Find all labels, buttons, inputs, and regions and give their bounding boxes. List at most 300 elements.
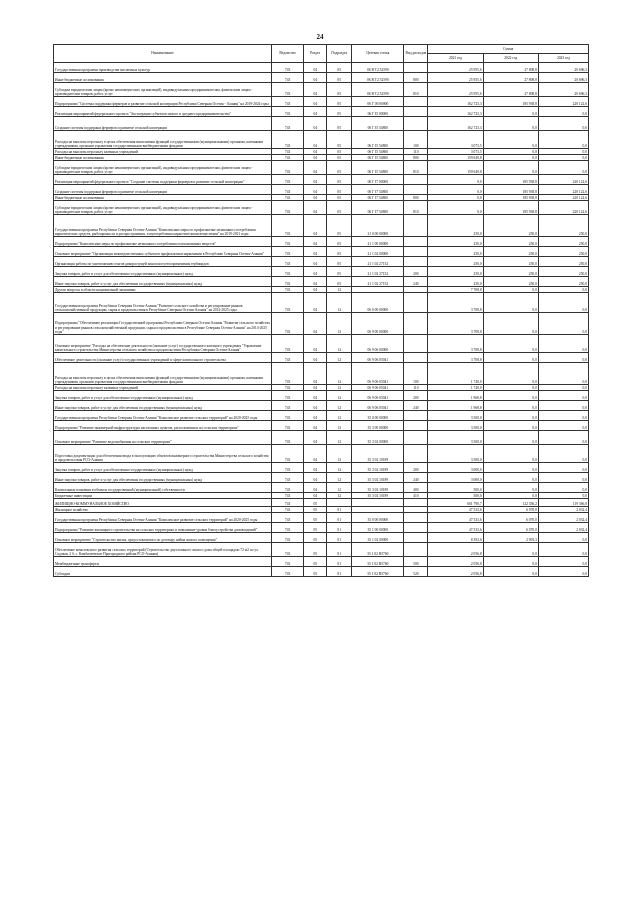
table-row	[54, 401, 589, 411]
row-vedomstvo: 743	[271, 83, 303, 97]
row-target: 21 0 00 00000	[352, 215, 404, 237]
row-sum-2021: 3 073,5	[428, 149, 483, 155]
row-vedomstvo: 743	[271, 335, 303, 353]
row-razdel: 04	[304, 237, 327, 247]
row-name: Государственная программа производства масличных культур	[54, 63, 272, 73]
row-expense-type	[404, 411, 428, 421]
row-sum-2022: 250,0	[483, 237, 538, 247]
row-podrazdel: 05	[327, 195, 352, 201]
row-target: 06 9 06 00000	[352, 335, 404, 353]
row-name: Субсидии юридическим лицам (кроме некоммерческих организаций), индивидуальным предпринимателям, физическим лицам - производителям товаров, работ, услуг	[54, 201, 272, 215]
row-razdel: 05	[304, 533, 327, 543]
row-razdel: 05	[304, 499, 327, 507]
row-name: Подпрограмма "Комплексные меры по профилактике незаконного потребления психоактивных веществ"	[54, 237, 272, 247]
row-sum-2022: 0,0	[483, 313, 538, 335]
row-sum-2023: 0,0	[538, 557, 588, 567]
row-sum-2023: 220 122,6	[538, 201, 588, 215]
row-target: 35 3 02 00000	[352, 431, 404, 445]
row-razdel: 04	[304, 401, 327, 411]
row-sum-2021: 47 533,6	[428, 513, 483, 523]
row-sum-2022: 0,0	[483, 117, 538, 131]
row-target: 06 Г I5 00000	[352, 107, 404, 117]
row-name: Закупка товаров, работ и услуг для обеспечения государственных (муниципальных) нужд	[54, 463, 272, 473]
row-vedomstvo: 743	[271, 463, 303, 473]
table-row	[54, 73, 589, 83]
row-razdel: 04	[304, 267, 327, 277]
row-sum-2022: 0,0	[483, 543, 538, 557]
row-target: 35 3 00 00000	[352, 421, 404, 431]
row-vedomstvo: 743	[271, 215, 303, 237]
row-name: Субсидии	[54, 567, 272, 577]
row-podrazdel: 01	[327, 533, 352, 543]
row-target: 06 Г 00 00000	[352, 97, 404, 107]
row-sum-2022: 0,0	[483, 473, 538, 483]
row-razdel: 04	[304, 155, 327, 161]
row-expense-type: 100	[404, 363, 428, 385]
row-name: Закупка товаров, работ и услуг для обеспечения государственных (муниципальных) нужд	[54, 391, 272, 401]
row-sum-2021: 3 708,8	[428, 313, 483, 335]
row-sum-2023: 220 122,6	[538, 97, 588, 107]
row-podrazdel: 12	[327, 473, 352, 483]
row-razdel: 04	[304, 363, 327, 385]
row-sum-2021: 3 500,0	[428, 421, 483, 431]
header-target: Целевая статья	[352, 45, 404, 63]
row-vedomstvo: 743	[271, 431, 303, 445]
row-sum-2023: 0,0	[538, 533, 588, 543]
row-expense-type: 400	[404, 483, 428, 493]
row-sum-2023: 250,0	[538, 267, 588, 277]
row-target: 06 Г I7 54800	[352, 185, 404, 195]
row-razdel: 04	[304, 431, 327, 445]
table-row	[54, 483, 589, 493]
row-name: Подпрограмма "Развитие жилищного строительства на сельских территориях и повышение уровня благоустройства домовладений"	[54, 523, 272, 533]
row-razdel: 04	[304, 287, 327, 293]
row-vedomstvo: 743	[271, 385, 303, 391]
row-razdel: 04	[304, 73, 327, 83]
table-row	[54, 215, 589, 237]
row-target	[352, 499, 404, 507]
row-name: Организация работы по уничтожению очагов дикорастущей конопли путем применения гербицидов	[54, 257, 272, 267]
row-vedomstvo: 743	[271, 237, 303, 247]
row-vedomstvo: 743	[271, 523, 303, 533]
row-podrazdel: 12	[327, 411, 352, 421]
row-sum-2023: 220 122,6	[538, 175, 588, 185]
row-target: 06 Г I5 54800	[352, 131, 404, 149]
table-row	[54, 363, 589, 385]
row-sum-2022: 0,0	[483, 287, 538, 293]
row-sum-2022: 185 938,8	[483, 195, 538, 201]
row-sum-2023: 0,0	[538, 363, 588, 385]
row-sum-2022: 27 808,8	[483, 73, 538, 83]
table-row	[54, 175, 589, 185]
table-row	[54, 247, 589, 257]
row-vedomstvo: 743	[271, 161, 303, 175]
table-row	[54, 313, 589, 335]
row-sum-2022: 27 808,8	[483, 83, 538, 97]
row-target: 35 0 00 00000	[352, 513, 404, 523]
table-row	[54, 499, 589, 507]
row-sum-2021: 25 955,6	[428, 83, 483, 97]
row-sum-2021: 3 000,0	[428, 473, 483, 483]
row-name: Обеспечение комплексного развития сельских территорий (Строительство двухэтажного жилого дома общей площадью 72 м2 по ул. Садовая, 2 б, с. Камбилеевское Пригородного района РСО-Алания)	[54, 543, 272, 557]
table-row	[54, 473, 589, 483]
row-podrazdel: 05	[327, 175, 352, 185]
row-expense-type	[404, 445, 428, 463]
row-sum-2022: 0,0	[483, 445, 538, 463]
row-sum-2023: 0,0	[538, 431, 588, 445]
row-sum-2023: 0,0	[538, 293, 588, 313]
header-year-2021: 2021 год	[428, 54, 483, 63]
row-sum-2022: 0,0	[483, 385, 538, 391]
table-row	[54, 533, 589, 543]
row-expense-type: 240	[404, 277, 428, 287]
row-sum-2021: 162 723,3	[428, 117, 483, 131]
row-podrazdel: 01	[327, 507, 352, 513]
row-target: 35 3 02 10189	[352, 445, 404, 463]
row-razdel: 04	[304, 445, 327, 463]
row-target: 06 9 00 00000	[352, 313, 404, 335]
row-expense-type: 520	[404, 567, 428, 577]
row-vedomstvo: 743	[271, 401, 303, 411]
row-name: Иные закупки товаров, работ и услуг для обеспечения государственных (муниципальных) нужд	[54, 277, 272, 287]
row-sum-2023: 0,0	[538, 567, 588, 577]
row-expense-type	[404, 431, 428, 445]
row-sum-2022: 0,0	[483, 391, 538, 401]
row-sum-2021: 3 708,8	[428, 353, 483, 363]
row-razdel: 04	[304, 175, 327, 185]
row-sum-2021: 1 968,8	[428, 391, 483, 401]
row-podrazdel: 01	[327, 567, 352, 577]
row-razdel: 04	[304, 195, 327, 201]
row-podrazdel: 12	[327, 287, 352, 293]
row-podrazdel: 05	[327, 83, 352, 97]
row-razdel: 04	[304, 247, 327, 257]
row-sum-2022: 0,0	[483, 493, 538, 499]
table-row	[54, 267, 589, 277]
row-razdel: 04	[304, 185, 327, 195]
row-expense-type: 100	[404, 131, 428, 149]
row-sum-2022: 0,0	[483, 353, 538, 363]
row-name: Расходы на выплаты персоналу казенных учреждений	[54, 149, 272, 155]
row-sum-2022: 250,0	[483, 277, 538, 287]
row-expense-type	[404, 499, 428, 507]
row-name: Реализация мероприятий федерального проекта "Акселерация субъектов малого и среднего предпринимательства"	[54, 107, 272, 117]
row-sum-2022: 0,0	[483, 463, 538, 473]
row-podrazdel: 12	[327, 401, 352, 411]
row-razdel: 04	[304, 473, 327, 483]
row-sum-2022: 2 903,3	[483, 533, 538, 543]
row-name: ЖИЛИЩНО-КОММУНАЛЬНОЕ ХОЗЯЙСТВО	[54, 499, 272, 507]
row-vedomstvo: 743	[271, 277, 303, 287]
row-sum-2023: 0,0	[538, 385, 588, 391]
row-podrazdel: 05	[327, 247, 352, 257]
row-vedomstvo: 743	[271, 499, 303, 507]
row-sum-2021: 25 955,6	[428, 73, 483, 83]
row-razdel: 05	[304, 523, 327, 533]
row-expense-type	[404, 293, 428, 313]
row-sum-2021: 159 649,8	[428, 155, 483, 161]
row-podrazdel: 05	[327, 201, 352, 215]
row-name: Бюджетные инвестиции	[54, 493, 272, 499]
table-row	[54, 421, 589, 431]
row-sum-2023: 2 032,4	[538, 507, 588, 513]
row-sum-2021: 25 955,6	[428, 63, 483, 73]
row-name: Государственная программа Республики Северная Осетия-Алания "Развитие сельского хозяйства и регулирование рынков сельскохозяйственной продукции, сырья и продовольствия в Республике Северная Осетия-Алания" на 2014-2025 годы	[54, 293, 272, 313]
row-name: Подготовка документации для обеспечения ввода в эксплуатацию объектов инженерного строительства Министерства сельского хозяйства и продовольствия РСО-Алания	[54, 445, 272, 463]
row-expense-type: 800	[404, 73, 428, 83]
row-expense-type	[404, 237, 428, 247]
row-name: Субсидии юридическим лицам (кроме некоммерческих организаций), индивидуальным предпринимателям, физическим лицам - производителям товаров, работ, услуг	[54, 83, 272, 97]
row-name: Государственная программа Республики Северная Осетия-Алания "Комплексное развитие сельских территорий" на 2020-2025 годы	[54, 513, 272, 523]
table-row	[54, 523, 589, 533]
row-expense-type	[404, 523, 428, 533]
row-razdel: 04	[304, 117, 327, 131]
table-row	[54, 117, 589, 131]
row-name: Подпрограмма "Системы поддержки фермеров и развитие сельской кооперации Республики Северная Осетия - Алания" на 2019-2024 годы	[54, 97, 272, 107]
row-sum-2022: 0,0	[483, 155, 538, 161]
row-sum-2022: 250,0	[483, 247, 538, 257]
row-sum-2022: 0,0	[483, 149, 538, 155]
header-podrazdel: Подраздел	[327, 45, 352, 63]
row-sum-2021: 250,0	[428, 277, 483, 287]
row-name: Расходы на выплаты персоналу казенных учреждений	[54, 385, 272, 391]
row-expense-type	[404, 513, 428, 523]
row-vedomstvo: 743	[271, 313, 303, 335]
row-podrazdel: 05	[327, 97, 352, 107]
row-target: 06 В Т2 52590	[352, 73, 404, 83]
row-expense-type	[404, 175, 428, 185]
row-name: Иные закупки товаров, работ и услуг для обеспечения государственных (муниципальных) нужд	[54, 401, 272, 411]
row-sum-2021: 0,0	[428, 201, 483, 215]
page-number: 24	[316, 33, 324, 41]
row-expense-type: 810	[404, 201, 428, 215]
row-vedomstvo: 743	[271, 507, 303, 513]
row-sum-2022: 6 070,0	[483, 523, 538, 533]
row-vedomstvo: 743	[271, 267, 303, 277]
row-target: 06 9 06 05041	[352, 353, 404, 363]
row-podrazdel: 05	[327, 63, 352, 73]
row-sum-2023: 0,0	[538, 401, 588, 411]
row-sum-2021: 0,0	[428, 195, 483, 201]
row-sum-2022: 250,0	[483, 257, 538, 267]
row-sum-2022: 0,0	[483, 293, 538, 313]
row-razdel: 04	[304, 107, 327, 117]
row-sum-2022: 185 938,8	[483, 175, 538, 185]
row-razdel: 04	[304, 411, 327, 421]
row-razdel: 04	[304, 463, 327, 473]
row-name: Создание системы поддержки фермеров и развитие сельской кооперации	[54, 117, 272, 131]
row-sum-2022: 250,0	[483, 267, 538, 277]
row-sum-2021: 1 968,8	[428, 401, 483, 411]
row-target: 35 3 02 10189	[352, 473, 404, 483]
row-razdel: 05	[304, 543, 327, 557]
row-expense-type: 200	[404, 267, 428, 277]
row-podrazdel: 12	[327, 421, 352, 431]
row-sum-2021: 47 533,6	[428, 507, 483, 513]
row-sum-2023: 20 696,3	[538, 73, 588, 83]
row-podrazdel: 05	[327, 237, 352, 247]
row-expense-type: 500	[404, 557, 428, 567]
row-podrazdel: 05	[327, 185, 352, 195]
row-podrazdel: 12	[327, 483, 352, 493]
row-expense-type: 200	[404, 463, 428, 473]
row-sum-2023: 220 122,6	[538, 185, 588, 195]
row-vedomstvo: 743	[271, 533, 303, 543]
row-podrazdel: 05	[327, 155, 352, 161]
row-target: 21 1 02 27152	[352, 257, 404, 267]
row-sum-2021: 0,0	[428, 185, 483, 195]
row-name: Иные бюджетные ассигнования	[54, 73, 272, 83]
row-expense-type	[404, 335, 428, 353]
row-vedomstvo: 743	[271, 117, 303, 131]
row-sum-2022: 0,0	[483, 107, 538, 117]
row-podrazdel: 12	[327, 353, 352, 363]
row-sum-2021: 3 708,8	[428, 293, 483, 313]
row-sum-2021: 3 000,0	[428, 463, 483, 473]
row-expense-type	[404, 185, 428, 195]
row-expense-type: 810	[404, 83, 428, 97]
row-sum-2021: 250,0	[428, 257, 483, 267]
row-expense-type	[404, 247, 428, 257]
row-name: Расходы на выплаты персоналу в целях обеспечения выполнения функций государственными (муниципальными) органами, казенными учреждениями, органами управления государственными внебюджетными фондами	[54, 363, 272, 385]
row-vedomstvo: 743	[271, 483, 303, 493]
table-row	[54, 391, 589, 401]
row-razdel: 04	[304, 493, 327, 499]
row-sum-2022: 185 938,8	[483, 97, 538, 107]
row-razdel: 04	[304, 385, 327, 391]
table-row	[54, 107, 589, 117]
row-name: Государственная программа Республики Северная Осетия-Алания "Комплексные меры по профилактике незаконного потребления наркотических средств, рыбопромысла и распространения, злоупотребления наркотическими веществами" на 2019-2021 годы	[54, 215, 272, 237]
row-podrazdel: 05	[327, 73, 352, 83]
row-podrazdel: 01	[327, 523, 352, 533]
row-podrazdel: 12	[327, 493, 352, 499]
row-name: Создание системы поддержки фермеров и развитие сельской кооперации	[54, 185, 272, 195]
row-sum-2021: 47 533,6	[428, 523, 483, 533]
header-razdel: Раздел	[304, 45, 327, 63]
row-sum-2021: 3 500,0	[428, 445, 483, 463]
row-podrazdel: 05	[327, 257, 352, 267]
row-razdel: 05	[304, 567, 327, 577]
row-target: 06 Г I5 54800	[352, 155, 404, 161]
row-vedomstvo: 743	[271, 247, 303, 257]
row-sum-2023: 0,0	[538, 421, 588, 431]
row-target: 06 9 06 05041	[352, 391, 404, 401]
header-name: Наименование	[54, 45, 272, 63]
row-sum-2023: 0,0	[538, 161, 588, 175]
row-sum-2023: 0,0	[538, 543, 588, 557]
row-name: Подпрограмма "Развитие инженерной инфраструктуры населенных пунктов, расположенных на сельских территориях"	[54, 421, 272, 431]
row-target: 06 9 06 05041	[352, 363, 404, 385]
row-target: 21 1 00 00000	[352, 237, 404, 247]
row-sum-2023: 20 696,3	[538, 83, 588, 97]
row-podrazdel: 01	[327, 557, 352, 567]
table-header	[54, 45, 589, 63]
row-sum-2022: 0,0	[483, 483, 538, 493]
row-sum-2023: 0,0	[538, 483, 588, 493]
row-target: 35 3 02 10189	[352, 493, 404, 499]
row-podrazdel: 12	[327, 391, 352, 401]
row-expense-type	[404, 107, 428, 117]
row-vedomstvo: 743	[271, 293, 303, 313]
row-name: Иные бюджетные ассигнования	[54, 155, 272, 161]
row-podrazdel	[327, 499, 352, 507]
row-vedomstvo: 743	[271, 557, 303, 567]
table-body	[54, 63, 589, 577]
row-vedomstvo: 743	[271, 149, 303, 155]
header-sum: Сумма	[428, 45, 589, 54]
table-row	[54, 557, 589, 567]
row-vedomstvo: 743	[271, 185, 303, 195]
row-sum-2021: 500,0	[428, 483, 483, 493]
row-podrazdel: 05	[327, 161, 352, 175]
row-sum-2023: 0,0	[538, 313, 588, 335]
row-vedomstvo: 743	[271, 107, 303, 117]
row-target: 06 Г I5 54800	[352, 117, 404, 131]
row-podrazdel: 12	[327, 431, 352, 445]
row-name: Основное мероприятие "Строительство жилья, предоставляемого по договору найма жилого помещения"	[54, 533, 272, 543]
row-target: 35 1 02 R5760	[352, 567, 404, 577]
row-name: Другие вопросы в области национальной экономики	[54, 287, 272, 293]
row-target: 35 1 02 R5760	[352, 543, 404, 557]
row-razdel: 04	[304, 161, 327, 175]
table-row	[54, 277, 589, 287]
row-sum-2023: 0,0	[538, 445, 588, 463]
row-target: 35 1 02 R5760	[352, 557, 404, 567]
row-sum-2023: 2 032,4	[538, 513, 588, 523]
row-sum-2023: 0,0	[538, 131, 588, 149]
row-vedomstvo: 743	[271, 363, 303, 385]
row-target: 06 Г I5 54800	[352, 161, 404, 175]
row-expense-type	[404, 533, 428, 543]
row-sum-2022: 0,0	[483, 567, 538, 577]
row-razdel: 04	[304, 293, 327, 313]
row-expense-type: 800	[404, 155, 428, 161]
row-sum-2023: 0,0	[538, 493, 588, 499]
row-vedomstvo: 743	[271, 155, 303, 161]
row-sum-2021: 500,0	[428, 493, 483, 499]
budget-table	[53, 44, 589, 577]
row-podrazdel: 05	[327, 131, 352, 149]
row-vedomstvo: 743	[271, 473, 303, 483]
row-podrazdel: 05	[327, 267, 352, 277]
row-podrazdel: 12	[327, 445, 352, 463]
row-sum-2021: 2 056,8	[428, 543, 483, 557]
row-vedomstvo: 743	[271, 543, 303, 557]
row-vedomstvo: 743	[271, 97, 303, 107]
row-razdel: 04	[304, 335, 327, 353]
row-sum-2023: 0,0	[538, 155, 588, 161]
header-expense-type: Вид расходов	[404, 45, 428, 63]
row-podrazdel: 12	[327, 463, 352, 473]
row-target: 06 Г I7 54800	[352, 195, 404, 201]
table-row	[54, 431, 589, 445]
row-sum-2023: 0,0	[538, 335, 588, 353]
row-razdel: 05	[304, 513, 327, 523]
row-sum-2021: 3 073,5	[428, 131, 483, 149]
row-expense-type	[404, 215, 428, 237]
row-sum-2023: 0,0	[538, 391, 588, 401]
row-sum-2021: 162 723,3	[428, 97, 483, 107]
row-sum-2022: 185 938,8	[483, 185, 538, 195]
row-sum-2021: 250,0	[428, 215, 483, 237]
row-target: 06 Г I5 54800	[352, 149, 404, 155]
row-sum-2022: 0,0	[483, 131, 538, 149]
table-row	[54, 567, 589, 577]
header-year-2022: 2022 год	[483, 54, 538, 63]
row-podrazdel: 05	[327, 277, 352, 287]
row-name: Государственная программа Республики Северная Осетия-Алания "Комплексное развитие сельских территорий" на 2020-2025 годы	[54, 411, 272, 421]
row-expense-type: 810	[404, 161, 428, 175]
